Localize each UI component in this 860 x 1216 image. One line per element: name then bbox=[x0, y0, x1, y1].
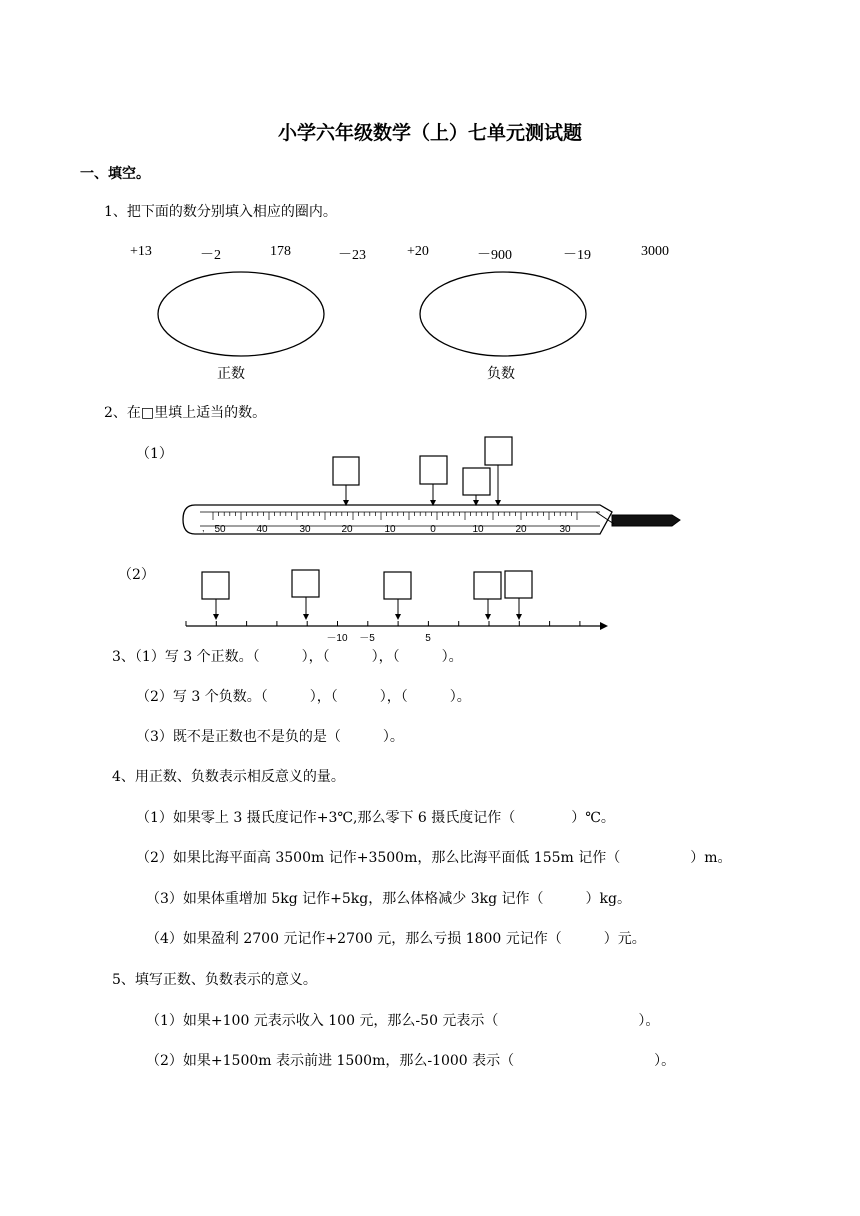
comma-mark: , bbox=[202, 523, 205, 533]
answer-circles bbox=[0, 0, 860, 400]
question-2-text: 2、在□里填上适当的数。 bbox=[104, 405, 267, 421]
number-line-figure bbox=[0, 560, 860, 650]
question-3a: 3、（1）写 3 个正数。（ ），（ ），（ ）。 bbox=[112, 649, 463, 665]
question-4-text: 4、用正数、负数表示相反意义的量。 bbox=[112, 769, 345, 785]
thermometer-tick-label: 40 bbox=[256, 524, 268, 535]
number-item: －900 bbox=[477, 248, 512, 263]
answer-box[interactable] bbox=[485, 437, 512, 465]
negative-circle[interactable] bbox=[420, 272, 586, 356]
answer-box[interactable] bbox=[474, 572, 501, 599]
question-1-text: 1、把下面的数分别填入相应的圈内。 bbox=[104, 204, 337, 220]
answer-box[interactable] bbox=[202, 572, 229, 599]
question-5-text: 5、填写正数、负数表示的意义。 bbox=[112, 972, 317, 988]
question-3c: （3）既不是正数也不是负的是（ ）。 bbox=[136, 729, 404, 745]
arrow-head bbox=[213, 614, 219, 620]
part-2-label: （2） bbox=[118, 567, 155, 583]
thermometer-tick-label: 50 bbox=[214, 524, 226, 535]
question-4c: （3）如果体重增加 5kg 记作+5kg，那么体格减少 3kg 记作（ ）kg。 bbox=[146, 891, 631, 907]
answer-box[interactable] bbox=[333, 457, 359, 485]
arrow-head bbox=[600, 622, 608, 630]
thermometer-tick-label: 30 bbox=[559, 524, 571, 535]
number-item: 3000 bbox=[641, 244, 669, 259]
section-heading: 一、填空。 bbox=[80, 166, 150, 182]
thermometer-tick-label: 10 bbox=[384, 524, 396, 535]
question-4a: （1）如果零上 3 摄氏度记作+3℃,那么零下 6 摄氏度记作（ ）℃。 bbox=[136, 810, 615, 826]
number-item: －23 bbox=[338, 248, 366, 263]
thermometer-tick-label: 20 bbox=[515, 524, 527, 535]
question-5a: （1）如果+100 元表示收入 100 元，那么-50 元表示（ ）。 bbox=[146, 1013, 660, 1029]
answer-box[interactable] bbox=[292, 570, 319, 597]
number-item: －2 bbox=[200, 248, 221, 263]
negative-label: 负数 bbox=[487, 366, 515, 382]
thermometer-tick-label: 30 bbox=[299, 524, 311, 535]
number-item: +13 bbox=[130, 244, 152, 259]
positive-label: 正数 bbox=[217, 366, 245, 382]
number-item: 178 bbox=[270, 244, 291, 259]
thermometer-bulb bbox=[612, 515, 680, 526]
number-line-label: －5 bbox=[359, 633, 375, 644]
thermometer-tick-label: 0 bbox=[430, 524, 436, 535]
answer-box[interactable] bbox=[463, 468, 490, 495]
arrow-head bbox=[485, 614, 491, 620]
question-5b: （2）如果+1500m 表示前进 1500m，那么-1000 表示（ ）。 bbox=[146, 1053, 676, 1069]
arrow-head bbox=[395, 614, 401, 620]
question-4b: （2）如果比海平面高 3500m 记作+3500m，那么比海平面低 155m 记作（ ）m。 bbox=[136, 850, 732, 866]
page-title: 小学六年级数学（上）七单元测试题 bbox=[277, 122, 582, 144]
thermometer-tick-label: 20 bbox=[341, 524, 353, 535]
thermometer-tick-label: 10 bbox=[472, 524, 484, 535]
part-1-label: （1） bbox=[136, 446, 173, 462]
arrow-head bbox=[516, 614, 522, 620]
question-3b: （2）写 3 个负数。（ ），（ ），（ ）。 bbox=[136, 689, 471, 705]
positive-circle[interactable] bbox=[158, 272, 324, 356]
thermometer-figure bbox=[0, 430, 860, 550]
question-4d: （4）如果盈利 2700 元记作+2700 元，那么亏损 1800 元记作（ ）元。 bbox=[146, 931, 646, 947]
number-line-label: 5 bbox=[425, 633, 431, 644]
arrow-head bbox=[303, 614, 309, 620]
answer-box[interactable] bbox=[420, 456, 447, 484]
answer-box[interactable] bbox=[505, 571, 532, 598]
number-line-label: －10 bbox=[326, 633, 348, 644]
answer-box[interactable] bbox=[384, 572, 411, 599]
number-item: －19 bbox=[563, 248, 591, 263]
number-item: +20 bbox=[407, 244, 429, 259]
